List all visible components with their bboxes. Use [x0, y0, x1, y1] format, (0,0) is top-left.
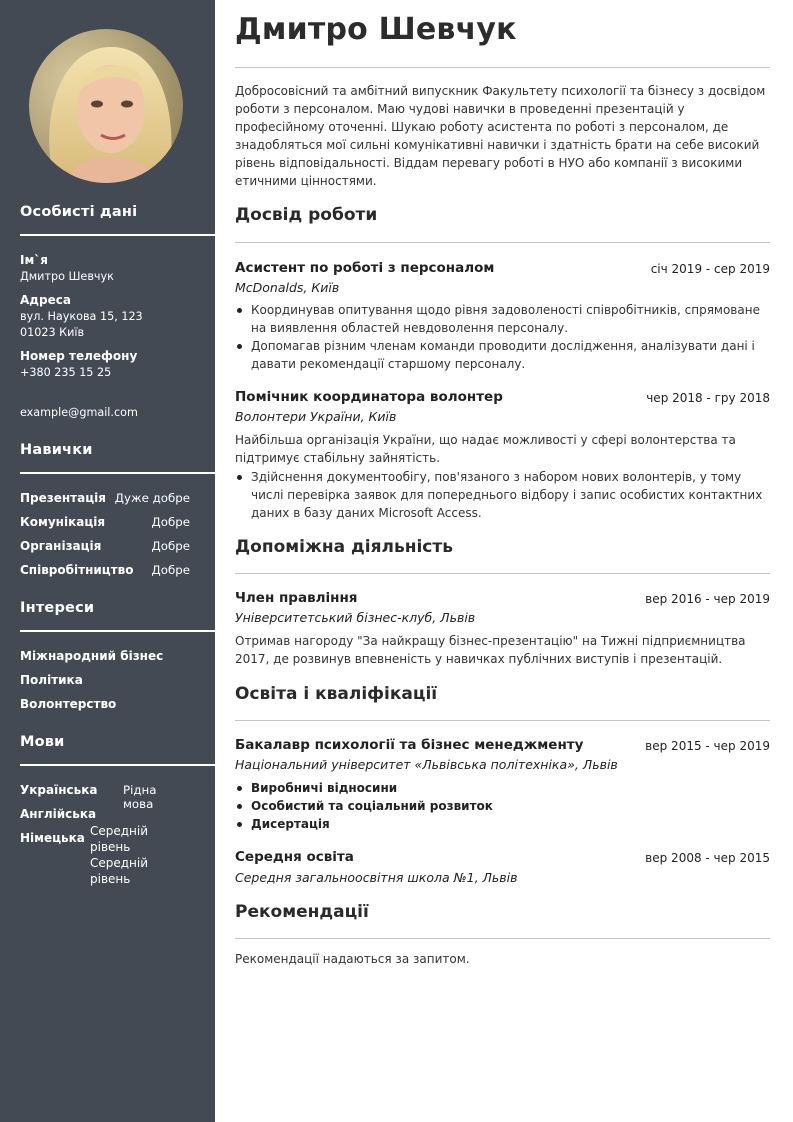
list-item: Дисертація [235, 815, 770, 833]
job-date: чер 2018 - гру 2018 [646, 391, 770, 405]
skill-item [20, 491, 190, 507]
skill-name: Комунікація [20, 515, 106, 529]
name-value: Дмитро Шевчук [20, 270, 114, 283]
job-bullets [235, 301, 770, 373]
job-bullets [235, 468, 770, 522]
language-name: Українська [20, 783, 98, 797]
job-organization: McDonalds, Київ [235, 280, 340, 295]
skill-level: Добре [151, 515, 190, 529]
activity-organization: Університетський бізнес-клуб, Львів [235, 610, 476, 625]
section-divider [20, 472, 215, 474]
language-level: Середній рівень [90, 824, 149, 854]
activity-date: вер 2016 - чер 2019 [645, 592, 770, 606]
education-title: Бакалавр психології та бізнес менеджменту [235, 737, 584, 753]
job-description: Найбільша організація України, що надає можливості у сфері волонтерства та підтримує стабільну зайнятість. [235, 433, 736, 465]
language-name: Німецька [20, 831, 85, 845]
skill-level: Добре [151, 539, 190, 553]
section-divider [235, 573, 770, 574]
skills-section-title: Навички [20, 442, 93, 458]
skill-item [20, 515, 190, 531]
section-divider [235, 242, 770, 243]
skill-item [20, 539, 190, 555]
education-institution: Національний університет «Львівська політехніка», Львів [235, 757, 618, 772]
activities-section-title: Допоміжна діяльність [235, 537, 453, 557]
activity-description: Отримав нагороду "За найкращу бізнес-презентацію" на Тижні підприємництва 2017, де розвинув впевненість у навичках публічних виступів і презентацій. [235, 634, 746, 666]
skill-level: Дуже добре [114, 491, 190, 505]
sidebar [0, 0, 215, 1122]
section-divider [20, 764, 215, 766]
list-item: Особистий та соціальний розвиток [235, 797, 770, 815]
job-date: січ 2019 - сер 2019 [650, 262, 770, 276]
address-line-2: 01023 Київ [20, 326, 85, 339]
languages-section-title: Мови [20, 734, 65, 750]
language-name: Англійська [20, 807, 97, 821]
name-label: Ім`я [20, 253, 48, 267]
experience-section-title: Досвід роботи [235, 205, 378, 225]
list-item: Виробничі відносини [235, 779, 770, 797]
list-item: Координував опитування щодо рівня задоволеності співробітників, спрямоване на виявлення областей невдоволення персоналу. [235, 301, 770, 337]
skill-level: Добре [151, 563, 190, 577]
education-institution: Середня загальноосвітня школа №1, Львів [235, 870, 518, 885]
personal-section-title: Особисті дані [20, 204, 138, 220]
section-divider [235, 938, 770, 939]
education-title: Середня освіта [235, 849, 354, 865]
activity-title: Член правління [235, 590, 358, 606]
references-text: Рекомендації надаються за запитом. [235, 952, 470, 966]
list-item: Допомагав різним членам команди проводити дослідження, аналізувати дані і давати рекомендації старшому персоналу. [235, 337, 770, 373]
references-section-title: Рекомендації [235, 902, 369, 922]
email-value: example@gmail.com [20, 406, 138, 419]
education-date: вер 2008 - чер 2015 [645, 851, 770, 865]
summary-text: Добросовісний та амбітний випускник Факультету психології та бізнесу з досвідом роботи з персоналом. Маю чудові навички в проведенні презентацій у професійному оточенні. Шукаю роботу асистента по роботі з персоналом, де знадобляться мої сильні комунікативні навички і здатність брати на себе високий рівень відповідальності. Віддам перевагу роботі в НУО або компанії з високими етичними цінностями. [235, 84, 766, 188]
education-section-title: Освіта і кваліфікації [235, 684, 438, 704]
education-date: вер 2015 - чер 2019 [645, 739, 770, 753]
skill-name: Співробітництво [20, 563, 134, 577]
job-title: Асистент по роботі з персоналом [235, 260, 495, 276]
section-divider [235, 720, 770, 721]
title-divider [235, 67, 770, 68]
skill-item [20, 563, 190, 579]
main-content [235, 0, 770, 1122]
profile-photo [29, 29, 183, 183]
interests-section-title: Інтереси [20, 600, 95, 616]
interest-item: Політика [20, 673, 83, 687]
language-level: Рідна мова [123, 783, 157, 811]
page-title: Дмитро Шевчук [235, 12, 517, 47]
skill-name: Презентація [20, 491, 106, 505]
interest-item: Волонтерство [20, 697, 117, 711]
list-item: Здійснення документообігу, пов'язаного з набором нових волонтерів, у тому числі перевірка заявок для попереднього відбору і запис особистих контактних даних в базу даних Microsoft Access. [235, 468, 770, 522]
job-title: Помічник координатора волонтер [235, 389, 503, 405]
address-line-1: вул. Наукова 15, 123 [20, 310, 143, 323]
skill-name: Організація [20, 539, 102, 553]
job-organization: Волонтери України, Київ [235, 409, 397, 424]
interest-item: Міжнародний бізнес [20, 649, 164, 663]
education-bullets [235, 779, 770, 833]
phone-value: +380 235 15 25 [20, 366, 112, 379]
phone-label: Номер телефону [20, 349, 138, 363]
address-label: Адреса [20, 293, 71, 307]
section-divider [20, 234, 215, 236]
language-level: Середній рівень [90, 856, 149, 886]
section-divider [20, 630, 215, 632]
language-item [20, 783, 190, 811]
